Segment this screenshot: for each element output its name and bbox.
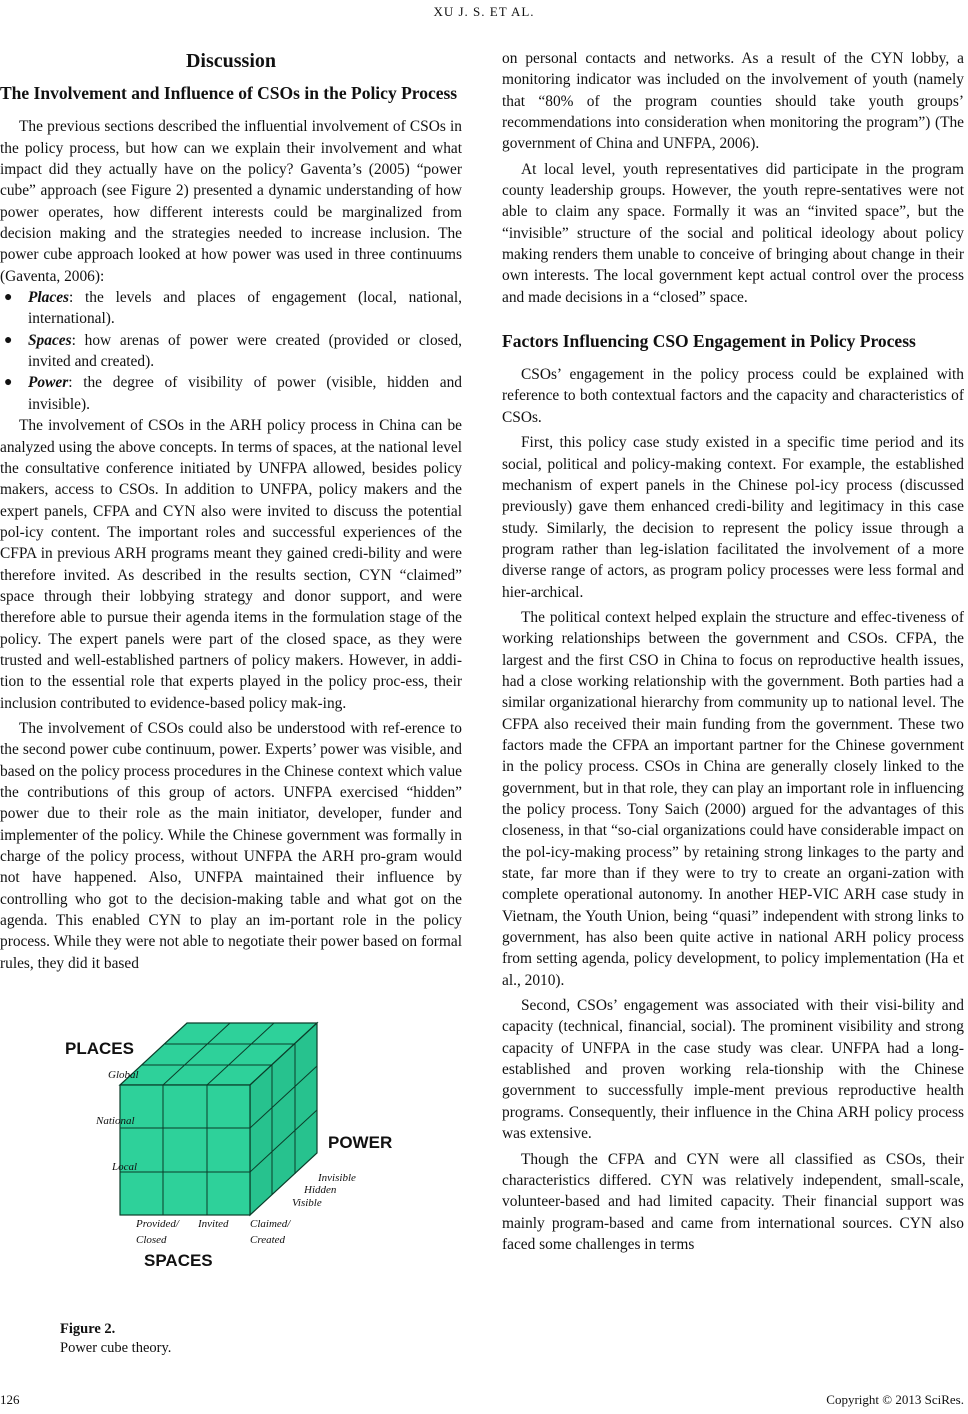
spaces-level-provided: Provided/	[136, 1218, 179, 1230]
paragraph: The political context helped explain the structure and effec-tiveness of working relationships between the government and CSOs. CFPA, the largest and the first CSO in China to focus on reproductive health issues, had a close working relationship with the government. Both parties had a similar organizational hierarchy from community up to national level. The CFPA also received their main funding from the government. These two factors made the CFPA an important partner for the Chinese government in the policy process. CSOs in China are generally closely linked to the government, but in that role, they can play an important role in influencing the policy process. Tony Saich (2000) argued for the advantages of this closeness, in that “so-cial organizations could have considerable impact on the pol-icy-making process” by retaining strong linkages to the party and state, far more than if they were to try to create an organi-zation with complete operational autonomy. In another HEP-VIC ARH case study in Vietnam, the Youth Union, being “quasi” independent with strong links to government, has also been quite active in national ARH policy process from setting agenda, policy development, to policy implementation (Ha et al., 2010).	[502, 608, 964, 989]
bullet-icon: ●	[4, 332, 13, 348]
running-head: XU J. S. ET AL.	[433, 4, 535, 19]
copyright: Copyright © 2013 SciRes.	[826, 1392, 964, 1407]
paragraph: Though the CFPA and CYN were all classified as CSOs, their characteristics differed. CYN was relatively independent, small-scale, volunteer-based and had limited capacity. Their financial support was mainly program-based and came from international sources. CYN also faced some challenges in terms	[502, 1150, 964, 1253]
bullet-item	[0, 330, 462, 373]
bullet-term: Power	[28, 374, 69, 392]
paragraph: Second, CSOs’ engagement was associated with their visi-bility and capacity (technical, financial, social). The prominent visibility and strong capacity of UNFPA in the case study was clear. UNFPA had a long-established and proven working rela-tionship with the Chinese government to successfully imple-ment previous reproductive health programs. Consequently, their influence in the China ARH policy process was extensive.	[502, 997, 964, 1143]
paragraph: on personal contacts and networks. As a result of the CYN lobby, a monitoring indicator was included on the involvement of youth (namely that “80% of the program counties should take youth groups’ recommendations into consideration when monitoring the program”) (The government of China and UNFPA, 2006).	[502, 50, 964, 153]
section-title: Discussion	[185, 50, 277, 72]
bullet-icon: ●	[4, 375, 13, 391]
figure-caption	[60, 1320, 171, 1358]
bullet-text: : the degree of visibility of power (visible, hidden and invisible).	[28, 374, 462, 413]
paragraph: The involvement of CSOs could also be understood with ref-erence to the second power cube continuum, power. Experts’ power was visible, and based on the policy process procedures in the Chinese context which value the contributions of this group of actors. UNFPA exercised “hidden” power due to their role as the main initiator, developer, funder and implementer of the policy. While the Chinese government was formally in charge of the policy process, without UNFPA the ARH pro-gram would not have happened. Also, UNFPA maintained their influence by controlling who got to the decision-making table and what got on the agenda. This enabled CYN to play an im-portant role in the policy process. While they were not able to negotiate their power based on formal rules, they did it based	[0, 719, 462, 972]
power-level-invisible: Invisible	[318, 1172, 356, 1184]
places-level-national: National	[96, 1115, 135, 1127]
spaces-level-invited: Invited	[198, 1218, 229, 1230]
cube-front-face	[120, 1085, 250, 1215]
page-number: 126	[0, 1392, 20, 1407]
power-level-hidden: Hidden	[304, 1184, 337, 1196]
bullet-text: : the levels and places of engagement (local, national, international).	[28, 289, 462, 328]
bullet-term: Places	[28, 289, 70, 307]
bullet-text: : how arenas of power were created (provided or closed, invited and created).	[28, 331, 462, 371]
spaces-level-closed: Closed	[136, 1234, 167, 1246]
bullet-list	[0, 287, 462, 415]
places-level-global: Global	[108, 1069, 139, 1081]
left-column	[0, 48, 462, 974]
bullet-term: Spaces	[28, 331, 72, 349]
figure-caption-label: Figure 2.	[60, 1321, 116, 1337]
subsection-title: The Involvement and Influence of CSOs in the Policy Process	[0, 83, 458, 104]
places-label: PLACES	[65, 1039, 134, 1058]
paragraph: CSOs’ engagement in the policy process could be explained with reference to both contextual factors and the capacity and characteristics of CSOs.	[502, 366, 964, 426]
paragraph: At local level, youth representatives did participate in the program county leadership groups. However, the youth repre-sentatives were not able to claim any space. Formally it was an “invited space”, but the “invisible” structure of the social and political ideology about policy making renders them unable to conceive of bringing about change in their own interests. The local government kept actual control over the process and made decisions in a “closed” space.	[502, 160, 964, 306]
paragraph: The previous sections described the influential involvement of CSOs in the policy process, but how can we explain their involvement and what impact did they actually have on the policy? Gaventa’s (2005) “power cube” approach (see Figure 2) presented a dynamic understanding of how power operates, how different interests could be marginalized from decision making and the strategies needed to increase inclusion. The power cube approach looked at how power was used in three continuums (Gaventa, 2006):	[0, 118, 462, 285]
bullet-item	[0, 287, 462, 330]
spaces-label: SPACES	[144, 1251, 213, 1270]
places-level-local: Local	[112, 1161, 138, 1173]
subsection-title: Factors Influencing CSO Engagement in Policy Process	[502, 331, 916, 352]
figure-caption-text: Power cube theory.	[60, 1340, 172, 1356]
paragraph: First, this policy case study existed in a specific time period and its social, political and policy-making context. For example, the established mechanism of expert panels in the Chinese pol-icy process (discussed previously) gave them enhanced credi-bility and legitimacy in this case study. Similarly, the decision to represent the policy issue through a program rather than leg-islation facilitated the involvement of a more diverse range of actors, as program policy processes were less formal and hier-archical.	[502, 434, 964, 601]
spaces-level-created: Created	[250, 1234, 286, 1246]
power-level-visible: Visible	[292, 1197, 322, 1209]
spaces-level-claimed: Claimed/	[250, 1218, 291, 1230]
power-label: POWER	[328, 1133, 393, 1152]
right-column	[502, 48, 964, 1255]
paragraph: The involvement of CSOs in the ARH policy process in China can be analyzed using the above concepts. In terms of spaces, at the national level the consultative conference initiated by UNFPA allowed, besides policy makers, access to CSOs. In addition to UNFPA, policy makers and the expert panels, CFPA and CYN also were invited to discuss the potential pol-icy content. The important roles and successful experiences of the CFPA in previous ARH programs meant they gained credi-bility and were therefore invited. As described in the results section, CYN “claimed” space through their lobbying strategy and donor support, and were therefore able to pursue their agenda items in the formulation stage of the policy. The expert panels were part of the closed space, as they were trusted and well-established partners of policy makers. However, in addi-tion to the essential role that experts played in the policy proc-ess, their inclusion contributed to evidence-based policy mak-ing.	[0, 417, 462, 712]
bullet-icon: ●	[4, 290, 13, 306]
bullet-item	[0, 372, 462, 415]
